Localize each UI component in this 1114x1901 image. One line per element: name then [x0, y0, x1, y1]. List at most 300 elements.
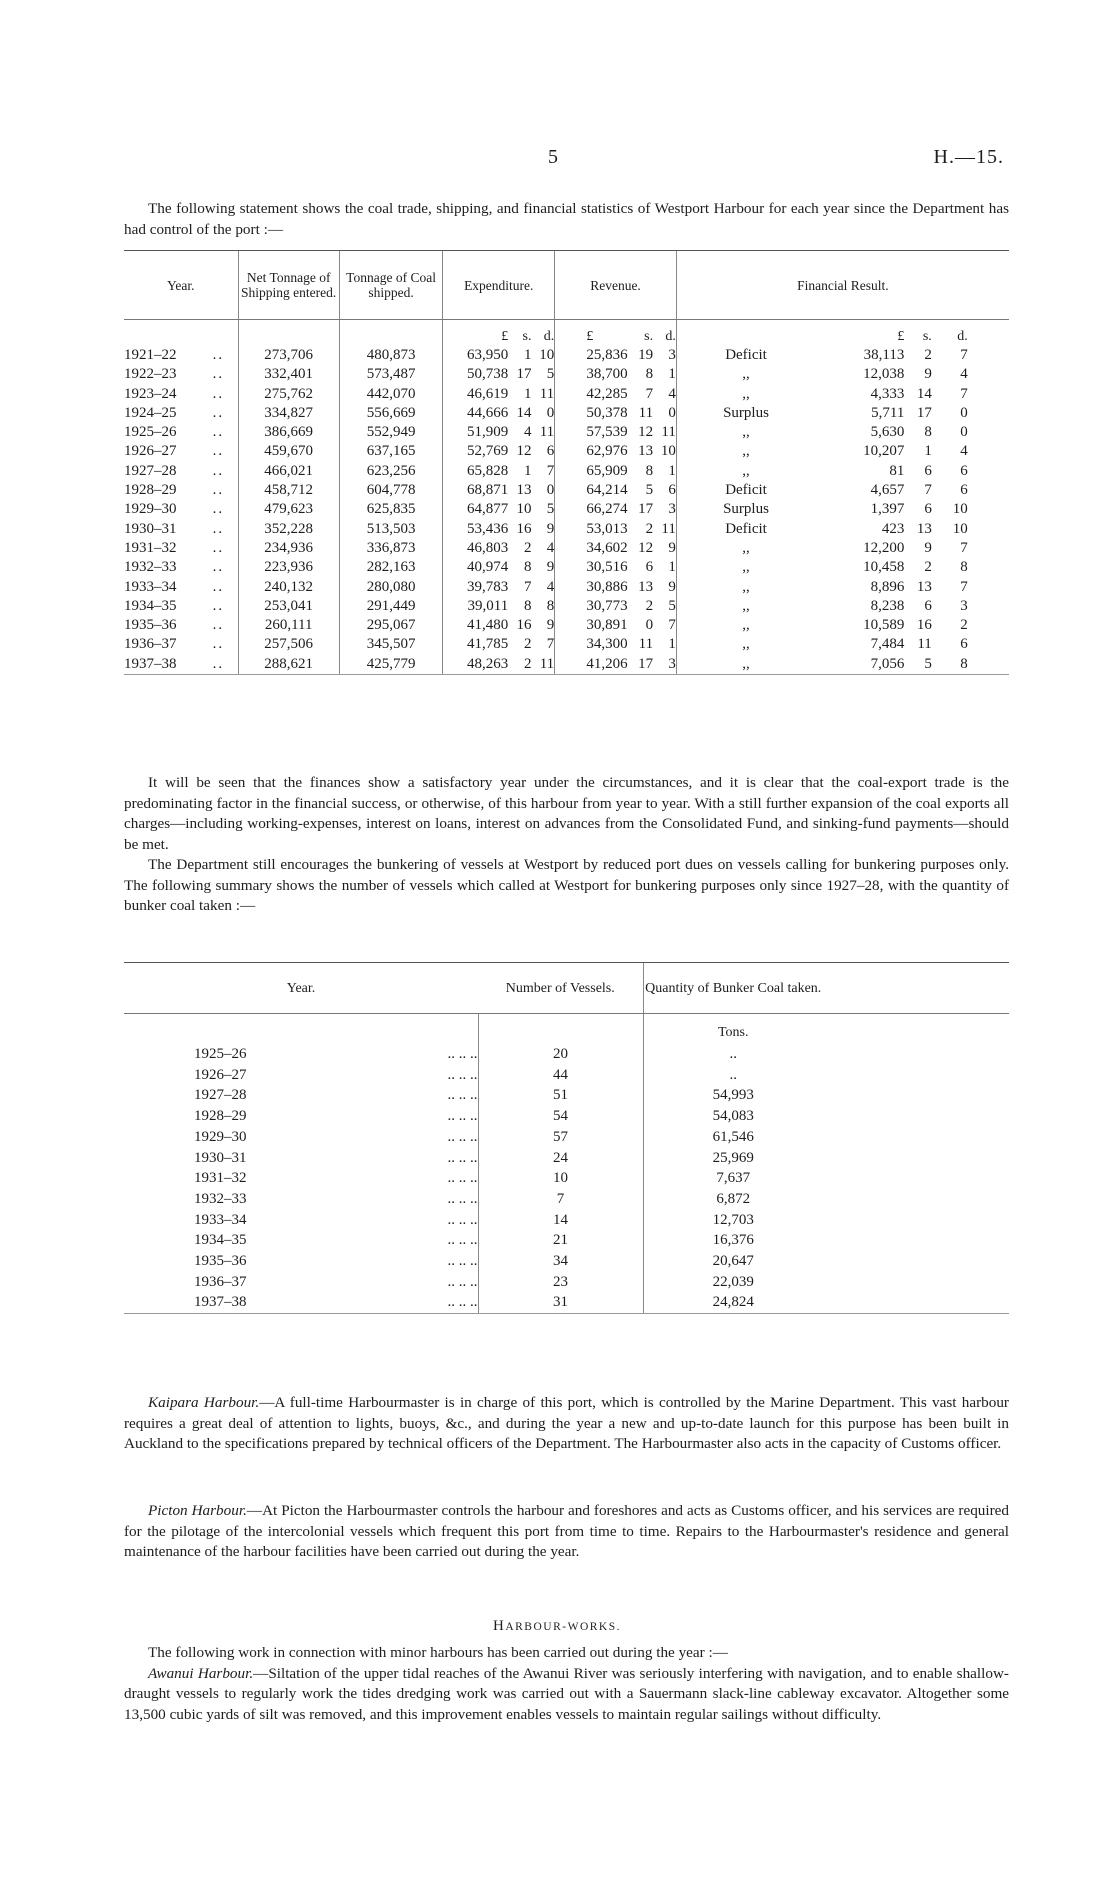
- leader-dots: .. .. ..: [447, 1232, 478, 1249]
- revenue-pounds: 64,214: [586, 482, 628, 499]
- revenue-pence: 9: [668, 539, 676, 556]
- result-pounds: 10,458: [863, 559, 905, 576]
- leader-dots: ..: [212, 443, 225, 460]
- spacer-cell: [676, 462, 697, 481]
- finances-paragraphs: [124, 773, 1009, 917]
- leader-dots: ..: [212, 482, 225, 499]
- table-row: [124, 385, 1009, 404]
- spacer-cell: [968, 423, 1009, 442]
- kaipara-text: —A full-time Harbourmaster is in charge of this port, which is controlled by the Marine Department. This vast harbour requires a great deal of attention to lights, buoys, &c., and during the year a new and up-to-date launch for this purpose has been built in Auckland to the specifications prepared by technical officers of the Department. The Harbourmaster also acts in the capacity of Customs officer.: [124, 1394, 1009, 1452]
- spacer-cell: [555, 635, 587, 654]
- expenditure-pounds: 51,909: [443, 423, 508, 442]
- result-pounds: 81: [889, 462, 905, 479]
- revenue-shillings: 13: [638, 578, 654, 595]
- table-row: [124, 1272, 1009, 1293]
- expenditure-shillings: 10: [516, 501, 532, 518]
- expenditure-shillings: 8: [523, 597, 532, 614]
- result-shillings: 6: [924, 501, 932, 518]
- revenue-shillings: 12: [638, 424, 654, 441]
- leader-dots: ..: [212, 501, 225, 518]
- expenditure-pence: 11: [539, 385, 555, 402]
- leader-dots: ..: [213, 655, 238, 675]
- expenditure-pounds: 63,950: [443, 346, 508, 365]
- revenue-pounds: 50,378: [586, 404, 628, 421]
- result-pounds: 10,207: [863, 443, 905, 460]
- table-row: [124, 442, 1009, 461]
- result-status: Deficit: [725, 520, 767, 537]
- revenue-shillings: 13: [638, 443, 654, 460]
- table-row: [124, 635, 1009, 654]
- expenditure-pence: 8: [546, 597, 555, 614]
- year-cell: 1925–26: [124, 424, 177, 441]
- spacer-cell: [968, 365, 1009, 384]
- net-tonnage-cell: 466,021: [238, 462, 339, 481]
- result-pounds: 5,630: [870, 424, 905, 441]
- spacer-cell: [124, 1127, 194, 1148]
- spacer-cell: [555, 365, 587, 384]
- col-header-year: Year.: [124, 251, 238, 320]
- spacer-cell: [823, 1065, 1009, 1086]
- expenditure-shillings: 16: [516, 617, 532, 634]
- spacer-cell: [555, 616, 587, 635]
- year-cell: 1927–28: [124, 462, 177, 479]
- year-cell: 1936–37: [194, 1273, 247, 1290]
- year-cell: 1931–32: [124, 539, 177, 556]
- net-tonnage-cell: 459,670: [238, 442, 339, 461]
- leader-dots: ..: [212, 539, 225, 556]
- table-row: [124, 462, 1009, 481]
- net-tonnage-cell: 458,712: [238, 481, 339, 500]
- result-shillings: 5: [904, 655, 931, 675]
- leader-dots: ..: [212, 404, 225, 421]
- spacer-cell: [676, 442, 697, 461]
- result-shillings: 2: [924, 559, 932, 576]
- leader-dots: ..: [212, 385, 225, 402]
- revenue-pounds: 57,539: [586, 424, 628, 441]
- result-pounds: 12,200: [863, 539, 905, 556]
- result-pence: 8: [960, 559, 968, 576]
- result-shillings: 13: [916, 578, 932, 595]
- table-row: [124, 616, 1009, 635]
- result-status: ,,: [697, 655, 794, 675]
- result-pounds: 423: [881, 520, 905, 537]
- year-cell: 1925–26: [194, 1046, 247, 1062]
- table-row: [124, 655, 1009, 675]
- harbour-works-intro: The following work in connection with minor harbours has been carried out during the year :—: [148, 1644, 728, 1661]
- spacer-cell: [555, 655, 587, 675]
- expenditure-pounds: 41,785: [443, 635, 508, 654]
- result-status: Surplus: [723, 501, 769, 518]
- table-row: [124, 346, 1009, 365]
- year-cell: 1932–33: [194, 1190, 247, 1207]
- spacer-cell: [968, 616, 1009, 635]
- heading-rest: ARBOUR-WORKS.: [505, 1621, 621, 1633]
- expenditure-pounds: 44,666: [443, 404, 508, 423]
- year-cell: 1930–31: [194, 1149, 247, 1166]
- picton-paragraph: [124, 1501, 1009, 1563]
- result-status: ,,: [742, 617, 750, 634]
- leader-dots: .. .. ..: [447, 1253, 478, 1270]
- revenue-pence: 5: [668, 597, 676, 614]
- result-shillings: 6: [924, 597, 932, 614]
- result-pounds: 7,056: [795, 655, 905, 675]
- unit-pence: d.: [665, 328, 676, 344]
- revenue-shillings: 11: [638, 636, 654, 653]
- picton-title: Picton Harbour.: [148, 1502, 247, 1519]
- expenditure-shillings: 2: [523, 539, 532, 556]
- spacer-cell: [676, 404, 697, 423]
- spacer-cell: [124, 1044, 194, 1065]
- year-cell: 1926–27: [124, 443, 177, 460]
- leader-dots: .. .. ..: [447, 1046, 478, 1062]
- table-row: [124, 1189, 1009, 1210]
- revenue-pounds: 25,836: [586, 347, 628, 363]
- result-pence: 0: [960, 424, 968, 441]
- result-pounds: 8,896: [870, 578, 905, 595]
- table-row: [124, 1251, 1009, 1272]
- result-pounds: 38,113: [863, 347, 905, 363]
- revenue-pounds: 30,891: [586, 617, 628, 634]
- revenue-shillings: 17: [630, 655, 653, 675]
- spacer-cell: [555, 481, 587, 500]
- revenue-pence: 1: [668, 559, 676, 576]
- net-tonnage-cell: 352,228: [238, 520, 339, 539]
- expenditure-pence: 10: [539, 347, 555, 363]
- bunker-tons-cell: ..: [643, 1065, 823, 1086]
- page-number: 5: [548, 146, 558, 168]
- table-row: [124, 500, 1009, 519]
- bunker-tons-cell: 22,039: [643, 1272, 823, 1293]
- revenue-pounds: 34,300: [586, 636, 628, 653]
- spacer-cell: [555, 385, 587, 404]
- table-row: [124, 1085, 1009, 1106]
- expenditure-pounds: 48,263: [443, 655, 508, 675]
- result-pounds: 7,484: [870, 636, 905, 653]
- spacer-cell: [124, 1106, 194, 1127]
- expenditure-pence: 7: [546, 462, 555, 479]
- year-cell: 1924–25: [124, 404, 177, 421]
- year-cell: 1937–38: [194, 1292, 294, 1313]
- unit-tons: Tons.: [643, 1014, 823, 1045]
- expenditure-shillings: 2: [523, 636, 532, 653]
- spacer-cell: [676, 635, 697, 654]
- table-row: [124, 558, 1009, 577]
- result-shillings: 9: [924, 366, 932, 383]
- col-header-expenditure: Expenditure.: [443, 251, 555, 320]
- table-row: [124, 1065, 1009, 1086]
- expenditure-pounds: 39,783: [443, 578, 508, 597]
- bunkering-text: The Department still encourages the bunkering of vessels at Westport by reduced port dues on vessels calling for bunkering purposes only. The following summary shows the number of vessels which called at Westport for bunkering purposes only since 1927–28, with the quantity of bunker coal taken :—: [124, 856, 1009, 914]
- table-row: [124, 539, 1009, 558]
- picton-text: —At Picton the Harbourmaster controls the harbour and foreshores and acts as Customs officer, and his services are required for the pilotage of the intercolonial vessels which frequent this port from time to time. Repairs to the Harbourmaster's residence and general maintenance of the harbour facilities have been carried out during the year.: [124, 1502, 1010, 1560]
- expenditure-pounds: 64,877: [443, 500, 508, 519]
- spacer-cell: [555, 578, 587, 597]
- result-pence: 6: [960, 636, 968, 653]
- spacer-cell: [968, 462, 1009, 481]
- expenditure-pounds: 50,738: [443, 365, 508, 384]
- expenditure-shillings: 2: [508, 655, 531, 675]
- result-shillings: 17: [916, 404, 932, 421]
- spacer-cell: [676, 616, 697, 635]
- spacer-cell: [555, 558, 587, 577]
- revenue-shillings: 8: [645, 462, 654, 479]
- net-tonnage-cell: 223,936: [238, 558, 339, 577]
- bunker-tons-cell: 12,703: [643, 1210, 823, 1231]
- spacer-cell: [823, 1251, 1009, 1272]
- table-row: [124, 1168, 1009, 1189]
- spacer-cell: [555, 442, 587, 461]
- unit-pound: £: [897, 328, 905, 344]
- revenue-pence: 3: [653, 655, 676, 675]
- leader-dots: .. .. ..: [447, 1108, 478, 1125]
- revenue-shillings: 11: [638, 404, 654, 421]
- expenditure-pence: 9: [546, 617, 555, 634]
- spacer-cell: [676, 597, 697, 616]
- expenditure-pence: 6: [546, 443, 555, 460]
- year-cell: 1933–34: [124, 578, 177, 595]
- table-row: [124, 481, 1009, 500]
- leader-dots: ..: [212, 347, 225, 363]
- revenue-pounds: 30,773: [586, 597, 628, 614]
- spacer-cell: [823, 1292, 1009, 1313]
- result-pounds: 8,238: [870, 597, 905, 614]
- leader-dots: ..: [212, 366, 225, 383]
- coal-shipped-cell: 623,256: [339, 462, 442, 481]
- result-shillings: 7: [924, 482, 932, 499]
- revenue-pounds: 66,274: [586, 501, 628, 518]
- result-status: Deficit: [725, 482, 767, 499]
- table-row: [124, 1292, 1009, 1313]
- revenue-pounds: 41,206: [586, 655, 630, 675]
- expenditure-pounds: 39,011: [443, 597, 508, 616]
- expenditure-shillings: 4: [523, 424, 532, 441]
- spacer-cell: [968, 346, 1009, 365]
- net-tonnage-cell: 332,401: [238, 365, 339, 384]
- result-shillings: 16: [916, 617, 932, 634]
- year-cell: 1929–30: [124, 501, 177, 518]
- revenue-pounds: 42,285: [586, 385, 628, 402]
- unit-pound: £: [443, 320, 508, 347]
- vessels-cell: 7: [478, 1189, 643, 1210]
- result-shillings: 11: [917, 636, 932, 653]
- spacer-cell: [124, 1292, 194, 1313]
- table-row: [124, 520, 1009, 539]
- bunker-tons-cell: 25,969: [643, 1148, 823, 1169]
- spacer-cell: [968, 635, 1009, 654]
- table-row: [124, 1148, 1009, 1169]
- expenditure-pence: 0: [546, 404, 555, 421]
- result-pence: 2: [960, 617, 968, 634]
- coal-shipped-cell: 625,835: [339, 500, 442, 519]
- expenditure-pence: 0: [546, 482, 555, 499]
- spacer-cell: [823, 1230, 1009, 1251]
- unit-pound: £: [586, 328, 594, 344]
- coal-shipped-cell: 291,449: [339, 597, 442, 616]
- table-row: [124, 1127, 1009, 1148]
- result-status: ,,: [742, 597, 750, 614]
- revenue-pence: 3: [668, 501, 676, 518]
- year-cell: 1933–34: [194, 1211, 247, 1228]
- revenue-pounds: 38,700: [586, 366, 628, 383]
- result-pounds: 4,333: [870, 385, 905, 402]
- result-shillings: 8: [924, 424, 932, 441]
- leader-dots: ..: [212, 597, 225, 614]
- revenue-pence: 1: [668, 366, 676, 383]
- spacer-cell: [555, 520, 587, 539]
- result-status: ,,: [742, 539, 750, 556]
- harbour-works-heading: [0, 1618, 1114, 1635]
- revenue-pence: 11: [661, 520, 676, 537]
- table-row: [124, 1106, 1009, 1127]
- spacer-cell: [124, 1251, 194, 1272]
- year-cell: 1936–37: [124, 636, 177, 653]
- spacer-cell: [968, 404, 1009, 423]
- coal-shipped-cell: 552,949: [339, 423, 442, 442]
- expenditure-pounds: 68,871: [443, 481, 508, 500]
- expenditure-pounds: 65,828: [443, 462, 508, 481]
- awanui-text: —Siltation of the upper tidal reaches of the Awanui River was seriously interfering with navigation, and to enable shallow-draught vessels to regularly work the tides dredging work was carried out with a Sauermann slack-line cableway excavator. Altogether some 13,500 cubic yards of silt was removed, and this improvement enables vessels to maintain regular sailings without difficulty.: [124, 1664, 1009, 1723]
- spacer-cell: [676, 558, 697, 577]
- spacer-cell: [676, 423, 697, 442]
- bunker-tons-cell: 16,376: [643, 1230, 823, 1251]
- westport-statistics-table: [124, 250, 1009, 675]
- expenditure-pence: 9: [546, 520, 555, 537]
- statistics-table-body: [124, 320, 1009, 675]
- col-header-number-of-vessels: Number of Vessels.: [478, 963, 643, 1014]
- result-status: Deficit: [725, 347, 767, 363]
- year-cell: 1921–22: [124, 347, 177, 363]
- awanui-title: Awanui Harbour.: [148, 1664, 254, 1682]
- unit-shilling: s.: [922, 328, 932, 344]
- spacer-cell: [968, 597, 1009, 616]
- coal-shipped-cell: 345,507: [339, 635, 442, 654]
- vessels-cell: 10: [478, 1168, 643, 1189]
- result-pence: 4: [960, 443, 968, 460]
- result-pence: 6: [960, 462, 968, 479]
- year-cell: 1926–27: [194, 1066, 247, 1083]
- leader-dots: ..: [212, 559, 225, 576]
- revenue-pence: 9: [668, 578, 676, 595]
- revenue-pence: 6: [668, 482, 676, 499]
- coal-shipped-cell: 425,779: [339, 655, 442, 675]
- spacer-cell: [555, 404, 587, 423]
- bunker-tons-cell: 54,993: [643, 1085, 823, 1106]
- spacer-cell: [968, 655, 1009, 675]
- expenditure-pence: 5: [546, 366, 555, 383]
- table-row: [124, 578, 1009, 597]
- result-shillings: 1: [924, 443, 932, 460]
- spacer-cell: [968, 481, 1009, 500]
- spacer-cell: [823, 1189, 1009, 1210]
- spacer-cell: [823, 1044, 1009, 1065]
- expenditure-pounds: 41,480: [443, 616, 508, 635]
- result-pounds: 5,711: [871, 404, 905, 421]
- leader-dots: .. .. ..: [447, 1170, 478, 1187]
- vessels-cell: 51: [478, 1085, 643, 1106]
- result-pence: 10: [952, 501, 968, 518]
- result-shillings: 9: [924, 539, 932, 556]
- coal-shipped-cell: 513,503: [339, 520, 442, 539]
- intro-paragraph: [124, 199, 1009, 240]
- vessels-cell: 34: [478, 1251, 643, 1272]
- revenue-pence: 4: [668, 385, 676, 402]
- expenditure-shillings: 14: [516, 404, 532, 421]
- bunker-tons-cell: ..: [643, 1044, 823, 1065]
- spacer-cell: [555, 423, 587, 442]
- bunkering-summary-table: [124, 962, 1009, 1314]
- revenue-pence: 7: [668, 617, 676, 634]
- expenditure-shillings: 8: [523, 559, 532, 576]
- spacer-cell: [676, 385, 697, 404]
- table-row: [124, 1210, 1009, 1231]
- harbour-works-paragraphs: [124, 1643, 1009, 1725]
- spacer-cell: [676, 578, 697, 597]
- net-tonnage-cell: 240,132: [238, 578, 339, 597]
- revenue-shillings: 0: [645, 617, 654, 634]
- spacer-cell: [676, 500, 697, 519]
- expenditure-shillings: 16: [516, 520, 532, 537]
- result-pence: 7: [960, 347, 968, 363]
- vessels-cell: 24: [478, 1148, 643, 1169]
- spacer-cell: [555, 597, 587, 616]
- result-status: ,,: [742, 578, 750, 595]
- bunker-tons-cell: 7,637: [643, 1168, 823, 1189]
- unit-shilling: s.: [522, 328, 532, 344]
- expenditure-pence: 7: [546, 636, 555, 653]
- spacer-cell: [968, 442, 1009, 461]
- result-pence: 7: [960, 385, 968, 402]
- revenue-pence: 0: [668, 404, 676, 421]
- leader-dots: ..: [212, 520, 225, 537]
- intro-text: The following statement shows the coal trade, shipping, and financial statistics of Westport Harbour for each year since the Department has had control of the port :—: [124, 200, 1009, 238]
- revenue-pence: 1: [668, 462, 676, 479]
- table-row: [124, 423, 1009, 442]
- revenue-shillings: 12: [638, 539, 654, 556]
- expenditure-shillings: 7: [523, 578, 532, 595]
- spacer-cell: [823, 1272, 1009, 1293]
- col-header-bunker-coal-quantity: Quantity of Bunker Coal taken.: [643, 963, 823, 1014]
- revenue-shillings: 8: [645, 366, 654, 383]
- col-header-net-tonnage: Net Tonnage of Shipping entered.: [238, 251, 339, 320]
- spacer-cell: [555, 462, 587, 481]
- coal-shipped-cell: 637,165: [339, 442, 442, 461]
- spacer-cell: [124, 1230, 194, 1251]
- spacer-cell: [676, 655, 697, 675]
- spacer-cell: [676, 346, 697, 365]
- expenditure-pounds: 52,769: [443, 442, 508, 461]
- vessels-cell: 57: [478, 1127, 643, 1148]
- heading-initial: H: [492, 1618, 506, 1634]
- net-tonnage-cell: 288,621: [238, 655, 339, 675]
- year-cell: 1935–36: [194, 1253, 247, 1270]
- leader-dots: .. .. ..: [447, 1273, 478, 1290]
- result-shillings: 13: [916, 520, 932, 537]
- vessels-cell: 54: [478, 1106, 643, 1127]
- table-row: [124, 1230, 1009, 1251]
- leader-dots: ..: [212, 617, 225, 634]
- revenue-shillings: 2: [645, 520, 654, 537]
- spacer-cell: [676, 365, 697, 384]
- year-cell: 1928–29: [194, 1108, 247, 1125]
- kaipara-title: Kaipara Harbour.: [148, 1394, 260, 1411]
- result-pounds: 1,397: [870, 501, 905, 518]
- year-cell: 1934–35: [124, 597, 177, 614]
- revenue-pounds: 30,886: [586, 578, 628, 595]
- year-cell: 1937–38: [124, 655, 213, 675]
- vessels-cell: 21: [478, 1230, 643, 1251]
- revenue-pence: 1: [668, 636, 676, 653]
- spacer-cell: [968, 558, 1009, 577]
